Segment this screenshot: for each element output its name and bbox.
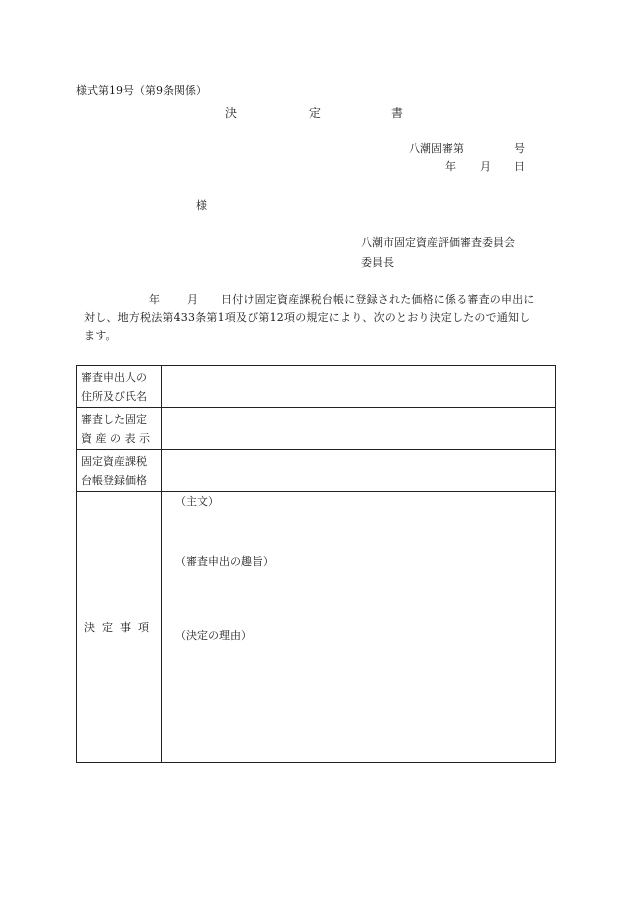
label-line-1: 審査した固定 bbox=[81, 413, 147, 426]
section-reason: （決定の理由） bbox=[175, 629, 252, 642]
doc-number-prefix: 八潮固審第 bbox=[409, 142, 464, 155]
label-property bbox=[77, 408, 162, 449]
date-month: 月 bbox=[480, 160, 491, 173]
issuer-title: 委員長 bbox=[361, 256, 394, 269]
label-decision: 決定事項 bbox=[77, 492, 162, 762]
body-line-2: 対し、地方税法第433条第1項及び第12項の規定により、次のとおり決定したので通知し bbox=[84, 311, 531, 324]
body-line-1-text: 日付け固定資産課税台帳に登録された価格に係る審査の申出に bbox=[221, 293, 535, 306]
body-line-1 bbox=[84, 291, 558, 309]
label-line-1: 審査申出人の bbox=[81, 371, 147, 384]
table-row-decision bbox=[77, 492, 555, 762]
body-paragraph bbox=[84, 291, 558, 345]
addressee-suffix: 様 bbox=[196, 199, 207, 212]
decision-table bbox=[76, 365, 556, 763]
body-line-3: ます。 bbox=[84, 329, 117, 342]
table-row-property bbox=[77, 408, 555, 450]
section-gist: （審査申出の趣旨） bbox=[175, 555, 274, 568]
doc-number-suffix: 号 bbox=[514, 142, 525, 155]
date-day: 日 bbox=[514, 160, 525, 173]
issuer-organization: 八潮市固定資産評価審査委員会 bbox=[361, 236, 515, 249]
label-registered-price bbox=[77, 450, 162, 491]
title-char-2: 定 bbox=[309, 106, 322, 120]
label-line-2: 台帳登録価格 bbox=[81, 474, 147, 487]
body-year: 年 bbox=[149, 293, 161, 306]
title-char-1: 決 bbox=[225, 106, 238, 120]
label-applicant bbox=[77, 366, 162, 407]
table-row-applicant bbox=[77, 366, 555, 408]
label-line-1: 固定資産課税 bbox=[81, 455, 147, 468]
body-month: 月 bbox=[187, 293, 199, 306]
label-line-2: 資 産 の 表 示 bbox=[81, 432, 150, 445]
title-char-3: 書 bbox=[391, 106, 404, 120]
form-number: 様式第19号（第9条関係） bbox=[76, 84, 207, 97]
label-line-2: 住所及び氏名 bbox=[81, 390, 147, 403]
date-year: 年 bbox=[445, 160, 456, 173]
section-main-text: （主文） bbox=[175, 495, 219, 508]
table-row-registered-price bbox=[77, 450, 555, 492]
